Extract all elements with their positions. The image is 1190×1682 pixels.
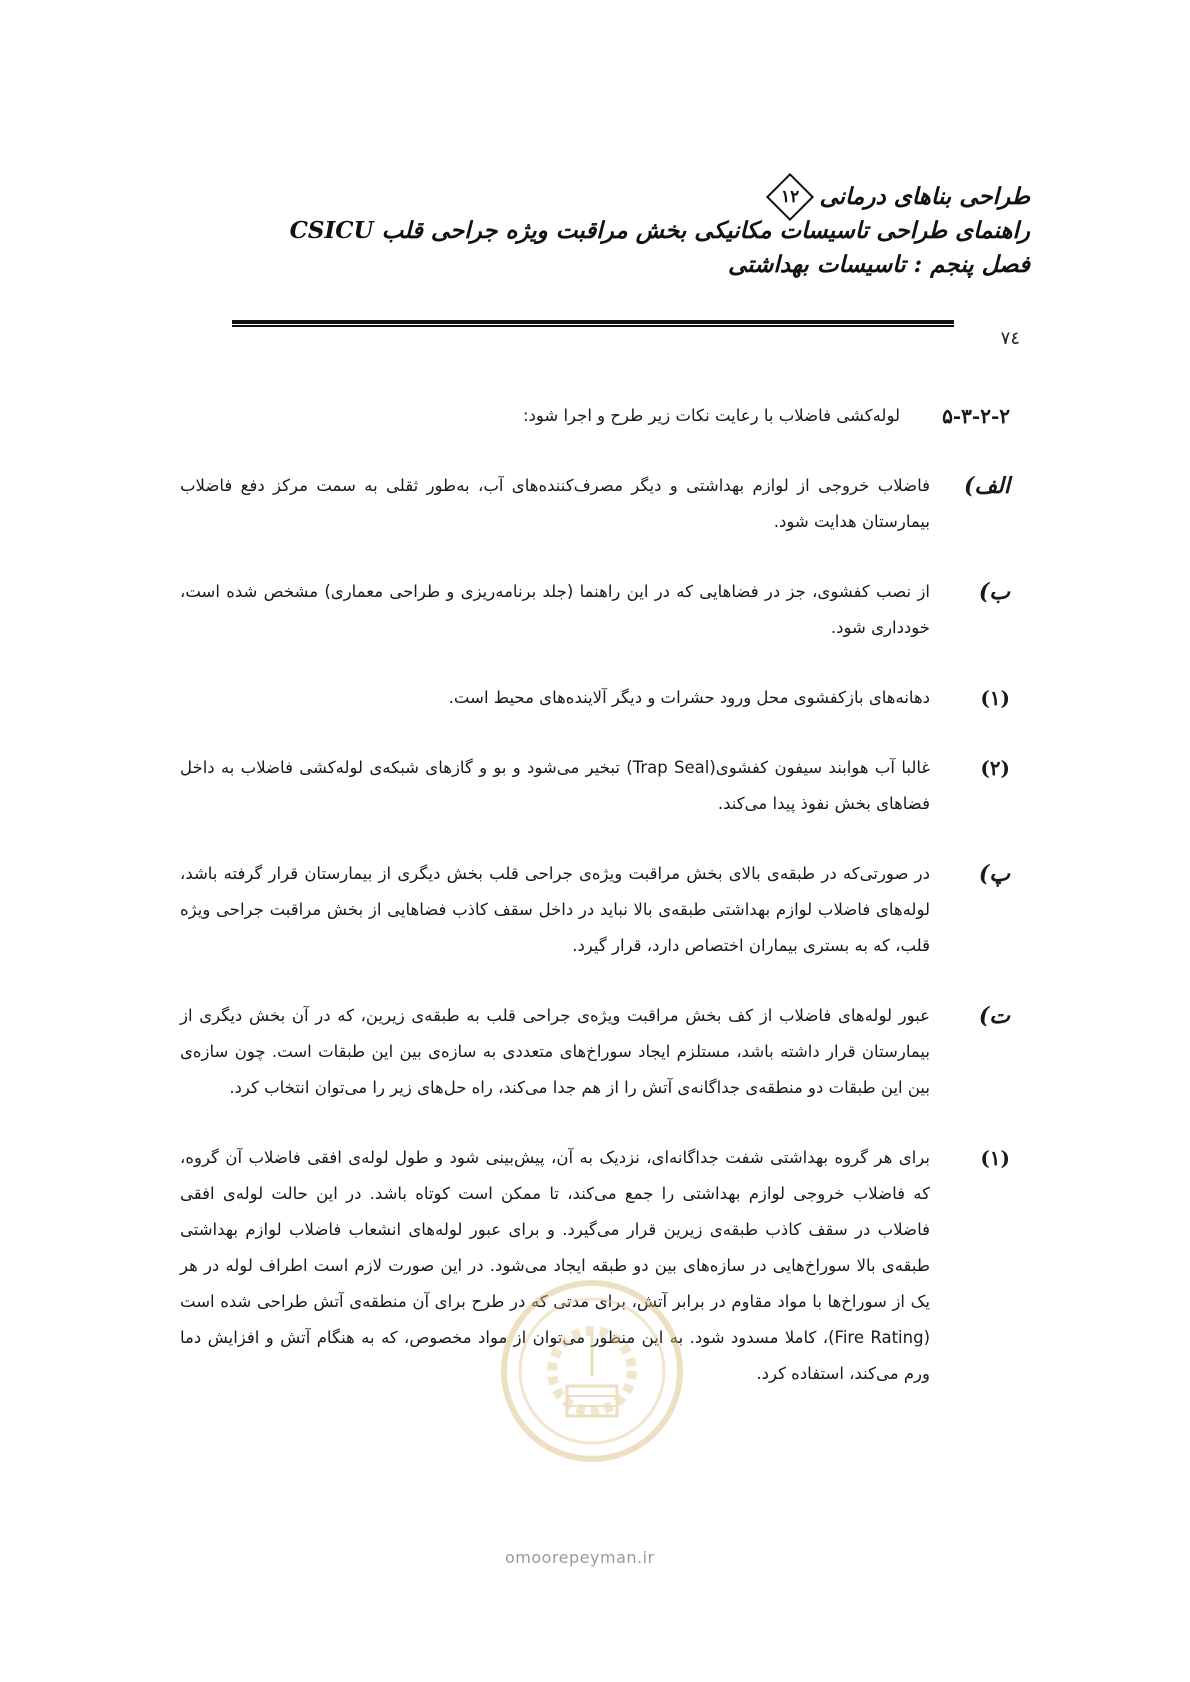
section-item: [180, 398, 1010, 434]
item-text: در صورتی‌که در طبقه‌ی بالای بخش مراقبت ویژه‌ی جراحی قلب بخش دیگری از بیمارستان قرار گرفته باشد، لوله‌های فاضلاب لوازم بهداشتی طبقه‌ی بالا نباید در داخل سقف کاذب فضاهایی از بخش مراقبت جراحی ویژه قلب، که به بستری بیماران اختصاص دارد، قرار گیرد.: [180, 864, 930, 955]
watermark-text: omoorepeyman.ir: [505, 1548, 655, 1567]
item-marker: ت): [978, 1003, 1010, 1029]
list-item: [180, 680, 1010, 716]
item-marker: (۲): [980, 756, 1010, 780]
watermark-seal-icon: [497, 1276, 687, 1466]
list-item: [180, 574, 1010, 646]
item-marker: پ): [978, 861, 1010, 887]
page-header: [230, 180, 1030, 282]
item-text: فاضلاب خروجی از لوازم بهداشتی و دیگر مصرف‌کننده‌های آب، به‌طور ثقلی به سمت مرکز دفع فاضلاب بیمارستان هدایت شود.: [180, 476, 930, 531]
item-marker: (۱): [980, 1146, 1010, 1170]
item-text: عبور لوله‌های فاضلاب از کف بخش مراقبت ویژه‌ی جراحی قلب به طبقه‌ی زیرین، که در آن بخش دیگری از بیمارستان قرار داشته باشد، مستلزم ایجاد سوراخ‌های متعددی به سازه‌ی بین این طبقات است. چون سازه‌ی بین این طبقات دو منطقه‌ی جداگانه‌ی آتش را از هم جدا می‌کند، راه حل‌های زیر را می‌توان انتخاب کرد.: [180, 1006, 930, 1097]
list-item: [180, 856, 1010, 964]
item-marker: الف): [964, 473, 1010, 499]
page-number: ۷٤: [1000, 328, 1020, 349]
header-divider: [232, 320, 954, 327]
item-text: برای هر گروه بهداشتی شفت جداگانه‌ای، نزدیک به آن، پیش‌بینی شود و طول لوله‌ی افقی فاضلاب آن گروه، که فاضلاب خروجی لوازم بهداشتی را جمع می‌کند، تا ممکن است کوتاه باشد. در این حالت لوله‌ی افقی فاضلاب در سقف کاذب طبقه‌ی زیرین قرار می‌گیرد. و برای عبور لوله‌های انشعاب فاضلاب لوازم بهداشتی طبقه‌ی بالا سوراخ‌هایی در سازه‌های بین دو طبقه ایجاد می‌شود. در این صورت لازم است اطراف لوله در هر یک از سوراخ‌ها با مواد مقاوم در برابر آتش، برای مدتی که در طرح برای آن منطقه‌ی آتش طراحی شده است (Fire Rating)، کاملا مسدود شود. به این منظور می‌توان از مواد مخصوص، که به هنگام آتش و افزایش دما ورم می‌کند، استفاده کرد.: [180, 1148, 930, 1383]
section-text: لوله‌کشی فاضلاب با رعایت نکات زیر طرح و اجرا شود:: [522, 406, 900, 425]
item-text: دهانه‌های بازکفشوی محل ورود حشرات و دیگر آلاینده‌های محیط است.: [448, 688, 930, 707]
series-title: طراحی بناهای درمانی: [819, 183, 1030, 210]
list-item: [180, 750, 1010, 822]
body-content: [180, 398, 1010, 1426]
item-text: غالبا آب هوابند سیفون کفشوی(Trap Seal) تبخیر می‌شود و بو و گازهای شبکه‌ی لوله‌کشی فاضلاب به داخل فضاهای بخش نفوذ پیدا می‌کند.: [180, 758, 931, 813]
section-number: ۵-۳-۲-۲: [942, 404, 1010, 428]
volume-number: ۱۲: [781, 187, 800, 208]
header-line-1: [230, 180, 1030, 214]
list-item: [180, 998, 1010, 1106]
item-marker: (۱): [980, 686, 1010, 710]
item-text: از نصب کفشوی، جز در فضاهایی که در این راهنما (جلد برنامه‌ریزی و طراحی معماری) مشخص شده است، خودداری شود.: [180, 582, 930, 637]
list-item: [180, 468, 1010, 540]
header-line-2: راهنمای طراحی تاسیسات مکانیکی بخش مراقبت ویژه جراحی قلب CSICU: [289, 217, 1030, 244]
item-marker: ب): [978, 579, 1010, 605]
header-line-3: فصل پنجم : تاسیسات بهداشتی: [727, 251, 1030, 278]
